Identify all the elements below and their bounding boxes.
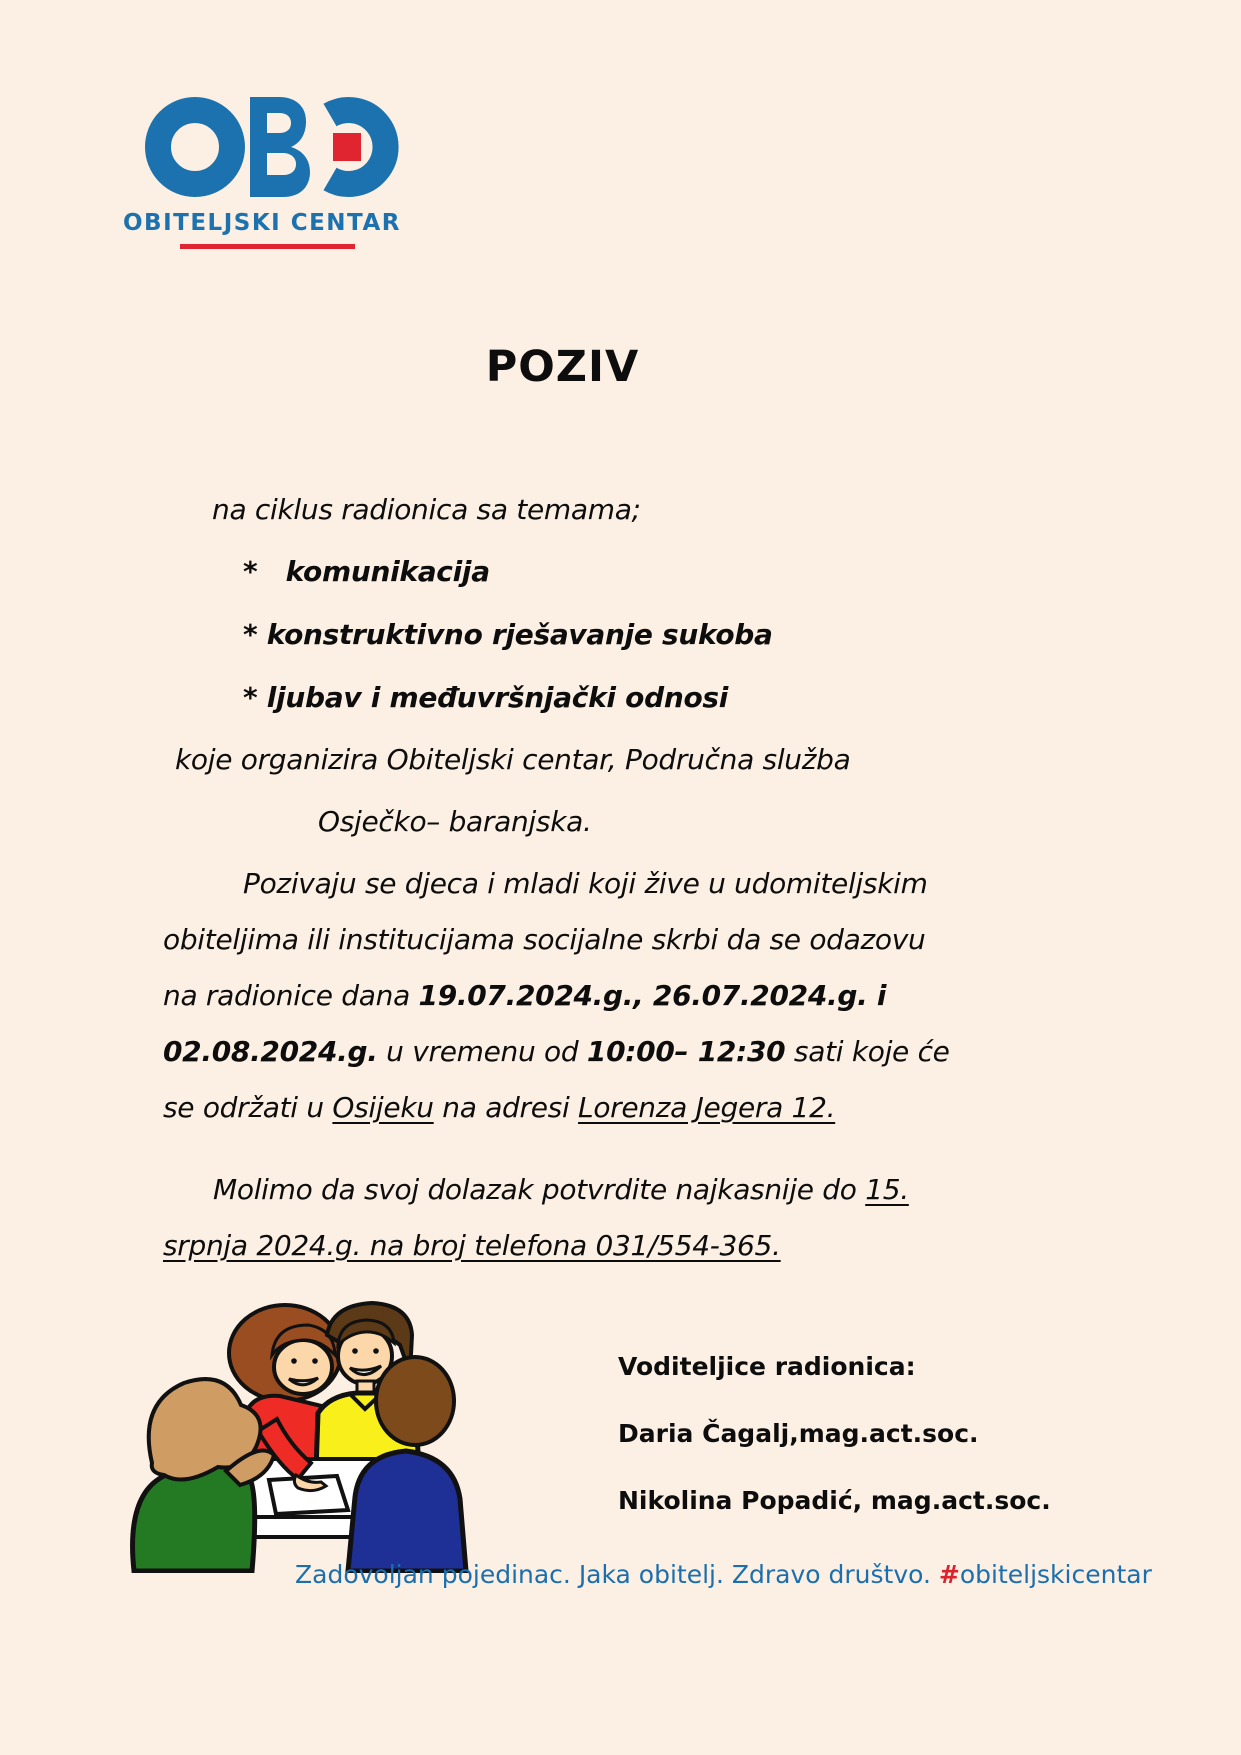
body-line <box>318 802 592 842</box>
text-run: koje organizira Obiteljski centar, Područna služba <box>175 743 851 776</box>
body-line <box>243 552 490 592</box>
text-run: se održati u <box>163 1091 333 1124</box>
body-line <box>243 615 773 655</box>
facilitator-name: Nikolina Popadić, mag.act.soc. <box>618 1486 1051 1515</box>
hashtag-symbol: # <box>938 1560 960 1589</box>
body-line <box>213 1170 909 1210</box>
text-run: na adresi <box>433 1091 579 1124</box>
text-run: Pozivaju se djeca i mladi koji žive u udomiteljskim <box>243 867 928 900</box>
discussion-illustration <box>122 1283 472 1573</box>
hashtag-text: obiteljskicentar <box>959 1560 1152 1589</box>
body-line <box>243 864 928 904</box>
text-run: srpnja 2024.g. na broj telefona 031/554-365. <box>163 1229 781 1262</box>
text-run: 15. <box>865 1173 909 1206</box>
body-line <box>163 920 925 960</box>
text-run: Molimo da svoj dolazak potvrdite najkasnije do <box>213 1173 866 1206</box>
body-line <box>163 1032 950 1072</box>
body-line <box>163 1088 835 1128</box>
text-run: * ljubav i međuvršnjački odnosi <box>243 681 729 714</box>
body-line <box>243 678 728 718</box>
body-line <box>175 740 850 780</box>
text-run: * konstruktivno rješavanje sukoba <box>243 618 773 651</box>
text-run: Osijeku <box>332 1091 434 1124</box>
text-run: 19.07.2024.g., 26.07.2024.g. i <box>418 979 887 1012</box>
text-run: Lorenza Jegera 12. <box>578 1091 836 1124</box>
logo-wordmark: OBITELJSKI CENTAR <box>123 210 401 236</box>
text-run: na radionice dana <box>163 979 419 1012</box>
facilitators-heading: Voditeljice radionica: <box>618 1352 916 1381</box>
text-run: na ciklus radionica sa temama; <box>212 493 641 526</box>
text-run: * komunikacija <box>243 555 490 588</box>
text-run: u vremenu od <box>377 1035 587 1068</box>
text-run: Osječko– baranjska. <box>318 805 592 838</box>
page-title: POZIV <box>485 342 640 392</box>
tagline-text: Zadovoljan pojedinac. Jaka obitelj. Zdravo društvo. <box>295 1560 939 1589</box>
text-run: sati koje će <box>785 1035 950 1068</box>
footer-tagline <box>295 1560 1152 1589</box>
facilitator-name: Daria Čagalj,mag.act.soc. <box>618 1419 979 1448</box>
body-line <box>212 490 641 530</box>
body-line <box>163 1226 781 1266</box>
text-run: 10:00– 12:30 <box>586 1035 786 1068</box>
text-run: obiteljima ili institucijama socijalne skrbi da se odazovu <box>163 923 926 956</box>
body-line <box>163 976 886 1016</box>
facilitators <box>618 1352 1051 1553</box>
text-run: 02.08.2024.g. <box>163 1035 378 1068</box>
